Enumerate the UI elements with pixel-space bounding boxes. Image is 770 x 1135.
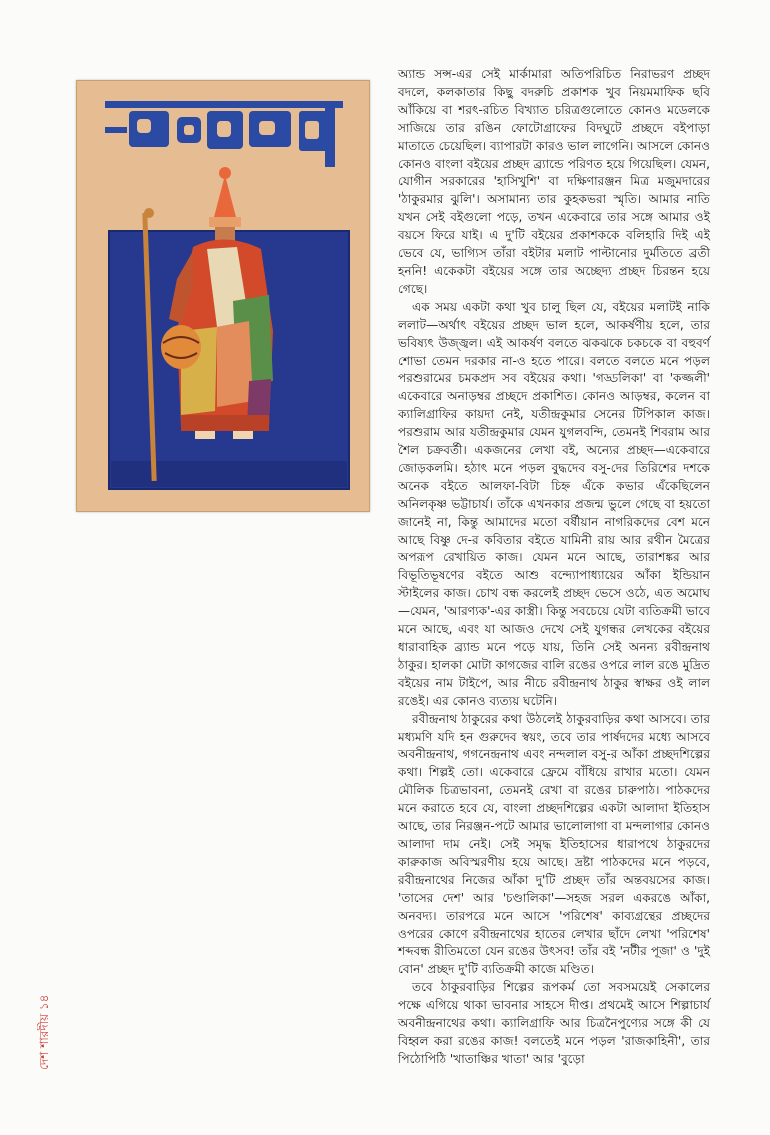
article-text-column	[398, 66, 710, 1069]
book-cover-figure	[76, 80, 370, 512]
paragraph-4: তবে ঠাকুরবাড়ির শিল্পের রূপকর্ম তো সবসময়েই সেকালের পক্ষে এগিয়ে থাকা ভাবনার সাহসে দীপ্ত। প্রথমেই আসে শিল্পাচার্য অবনীন্দ্রনাথের কথা। ক্যালিগ্রাফি আর চিত্রনৈপুণ্যের সঙ্গে কী যে বিহ্বল করা রঙের কাজ! বলতেই মনে পড়ল 'রাজকাহিনী', তার পিঠোপিঠি 'খাতাঞ্চির খাতা' আর 'বুড়ো	[398, 980, 710, 1066]
paragraph-2: এক সময় একটা কথা খুব চালু ছিল যে, বইয়ের মলাটই নাকি ললাট—অর্থাৎ বইয়ের প্রচ্ছদ ভাল হলে, আকর্ষণীয় হলে, তার ভবিষ্যৎ উজ্জ্বল। এই আকর্ষণ বলতে ঝকঝকে চকচকে বা বহুবর্ণ শোভা তেমন দরকার না-ও হতে পারে। বলতে বলতে মনে পড়ল পরশুরামের চমকপ্রদ সব বইয়ের কথা। 'গড্ডলিকা' বা 'কজ্জলী' একেবারে অনাড়ম্বর প্রচ্ছদে প্রকাশিত। কোনও আড়ম্বর, কলেন বা ক্যালিগ্রাফির কায়দা নেই, যতীন্দ্রকুমার সেনের টিপিকাল কাজ। পরশুরাম আর যতীন্দ্রকুমার যেমন যুগলবন্দি, তেমনই শিবরাম আর শৈল চক্রবর্তী। একজনের লেখা বই, অন্যের প্রচ্ছদ—একেবারে জোড়কলমি। হঠাৎ মনে পড়ল বুদ্ধদেব বসু-দের তিরিশের দশকে অনেক বইতে আলফা-বিটা চিহ্ন এঁকে কভার এঁকেছিলেন অনিলকৃষ্ণ ভট্টাচার্য। তাঁকে এখনকার প্রজন্ম ভুলে গেছে বা হয়তো জানেই না, কিন্তু আমাদের মতো বর্ষীয়ান নাগরিকদের বেশ মনে আছে বিষ্ণু দে-র কবিতার বইতে যামিনী রায় আর রথীন মৈত্রের অপরূপ রেখায়িত কাজ। যেমন মনে আছে, তারাশঙ্কর আর বিভূতিভূষণের বইতে আশু বন্দ্যোপাধ্যায়ের আঁকা ইন্ডিয়ান স্টাইলের কাজ। চোখ বন্ধ করলেই প্রচ্ছদ ভেসে ওঠে, এত অমোঘ—যেমন, 'আরণ্যক'-এর কাস্ত্রী। কিন্তু সবচেয়ে যেটা ব্যতিক্রমী ভাবে মনে আছে, এবং যা আজও দেখে সেই যুগন্ধর লেখকের বইয়ের ধারাবাহিক ব্র্যান্ড মনে পড়ে যায়, তিনি সেই অনন্য রবীন্দ্রনাথ ঠাকুর। হালকা মোটা কাগজের বালি রঙের ওপরে লাল রঙে মুদ্রিত বইয়ের নাম টাইপে, আর নীচে রবীন্দ্রনাথ ঠাকুর স্বাক্ষর ওই লাল রঙেই। এর কোনও ব্যত্যয় ঘটেনি।	[398, 299, 710, 708]
paragraph-3: রবীন্দ্রনাথ ঠাকুরের কথা উঠলেই ঠাকুরবাড়ির কথা আসবে। তার মধ্যমণি যদি হন গুরুদেব স্বয়ং, তবে তার পার্ষদদের মধ্যে আসবে অবনীন্দ্রনাথ, গগনেন্দ্রনাথ এবং নন্দলাল বসু-র আঁকা প্রচ্ছদশিল্পের কথা। শিল্পই তো। একেবারে ফ্রেমে বাঁধিয়ে রাখার মতো। যেমন মৌলিক চিত্রভাবনা, তেমনই রেখা বা রঙের চারুপাঠ। পাঠকদের মনে করাতে হবে যে, বাংলা প্রচ্ছদশিল্পের একটা আলাদা ইতিহাস আছে, তার নিরঞ্জন-পটে আমার ভালোলাগা বা মন্দলাগার কোনও আলাদা দাম নেই। সেই সমৃদ্ধ ইতিহাসের ধারাপথে ঠাকুরদের কারুকাজ অবিস্মরণীয় হয়ে আছে। দ্রষ্টা পাঠকদের মনে পড়বে, রবীন্দ্রনাথের নিজের আঁকা দু'টি প্রচ্ছদ তাঁর অন্তবয়সের কাজ। 'তাসের দেশ' আর 'চণ্ডালিকা'—সহজ সরল একরঙে আঁকা, অনবদ্য। তারপরে মনে আসে 'পরিশেষ' কাব্যগ্রন্থের প্রচ্ছদের ওপরের কোণে রবীন্দ্রনাথের হাতের লেখার ছাঁদে লেখা 'পরিশেষ' শব্দবন্ধ রীতিমতো যেন রঙের উৎসব! তাঁর বই 'নটীর পূজা' ও 'দুই বোন' প্রচ্ছদ দু'টি ব্যতিক্রমী কাজে মণ্ডিত।	[398, 711, 710, 977]
cover-illustration	[77, 81, 369, 511]
paragraph-1: অ্যান্ড সন্স-এর সেই মার্কামারা অতিপরিচিত নিরাভরণ প্রচ্ছদ বদলে, কলকাতার কিছু বদরুচি প্রকাশক খুব নিয়মমাফিক ছবি আঁকিয়ে বা শরৎ-রচিত বিখ্যাত চরিত্রগুলোতে কোনও মডেলকে সাজিয়ে তার রঙিন ফোটোগ্রাফের বিদঘুটে প্রচ্ছদে বইপাড়া মাতাতে চেয়েছিল। ব্যাপারটা কারও ভাল লাগেনি। আসলে কোনও কোনও বাংলা বইয়ের প্রচ্ছদ ব্র্যান্ডে পরিণত হয়ে গিয়েছিল। যেমন, যোগীন সরকারের 'হাসিখুশি' বা দক্ষিণারঞ্জন মিত্র মজুমদারের 'ঠাকুরমার ঝুলি'। অসামান্য তার কুহকভরা স্মৃতি। আমার নাতি যখন সেই বইগুলো পড়ে, তখন একেবারে তার সঙ্গে আমার ওই বয়সে ফিরে যাই। এ দু'টি বইয়ের প্রকাশককে বলিহারি দিই এই ভেবে যে, ভাগ্যিস তাঁরা বইটার মলাট পাল্টানোর দুর্মতিতে ব্রতী হননি! একেকটা বইয়ের সঙ্গে তার অচ্ছেদ্য প্রচ্ছদ চিরন্তন হয়ে গেছে।	[398, 67, 710, 296]
page-number-label: দেশ শারদীয় ১৪	[37, 994, 51, 1070]
